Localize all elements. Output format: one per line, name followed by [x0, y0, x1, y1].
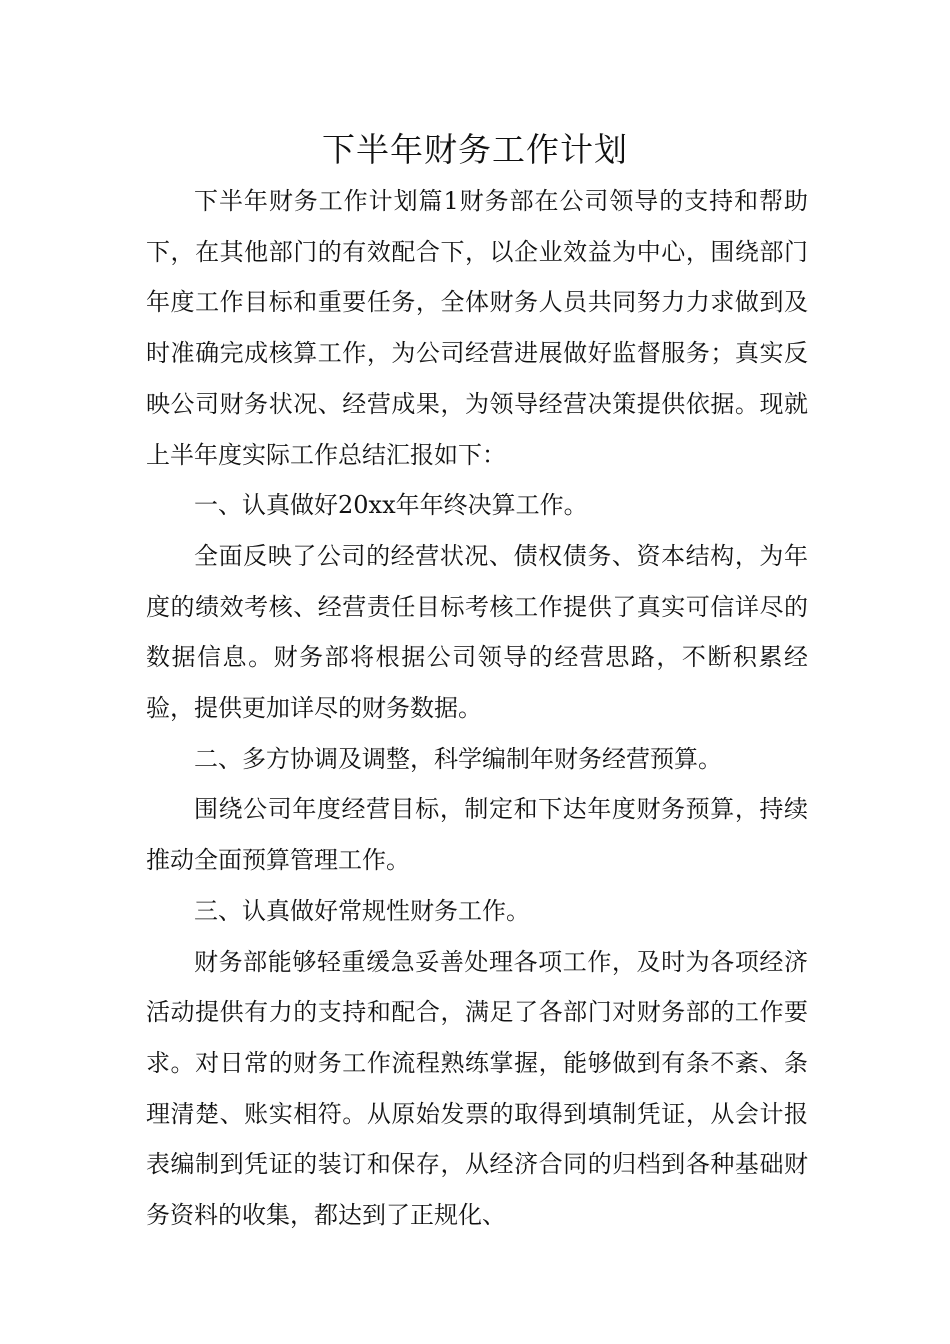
section-heading-1: 一、认真做好20xx年年终决算工作。 [194, 491, 588, 520]
paragraph-intro: 下半年财务工作计划篇1财务部在公司领导的支持和帮助下，在其他部门的有效配合下，以企业效益为中心，围绕部门年度工作目标和重要任务，全体财务人员共同努力力求做到及时准确完成核算工作，为公司经营进展做好监督服务；真实反映公司财务状况、经营成果，为领导经营决策提供依据。现就上半年度实际工作总结汇报如下： [146, 187, 808, 469]
section-heading-3: 三、认真做好常规性财务工作。 [194, 896, 530, 925]
section-heading-2: 二、多方协调及调整，科学编制年财务经营预算。 [194, 744, 722, 773]
paragraph-section-1: 全面反映了公司的经营状况、债权债务、资本结构，为年度的绩效考核、经营责任目标考核工作提供了真实可信详尽的数据信息。财务部将根据公司领导的经营思路，不断积累经验，提供更加详尽的财务数据。 [146, 541, 808, 723]
paragraph-section-2: 围绕公司年度经营目标，制定和下达年度财务预算，持续推动全面预算管理工作。 [146, 795, 808, 875]
document-title: 下半年财务工作计划 [322, 130, 628, 169]
document-body [146, 176, 808, 1241]
paragraph-section-3: 财务部能够轻重缓急妥善处理各项工作，及时为各项经济活动提供有力的支持和配合，满足了各部门对财务部的工作要求。对日常的财务工作流程熟练掌握，能够做到有条不紊、条理清楚、账实相符。从原始发票的取得到填制凭证，从会计报表编制到凭证的装订和保存，从经济合同的归档到各种基础财务资料的收集，都达到了正规化、 [146, 947, 808, 1230]
